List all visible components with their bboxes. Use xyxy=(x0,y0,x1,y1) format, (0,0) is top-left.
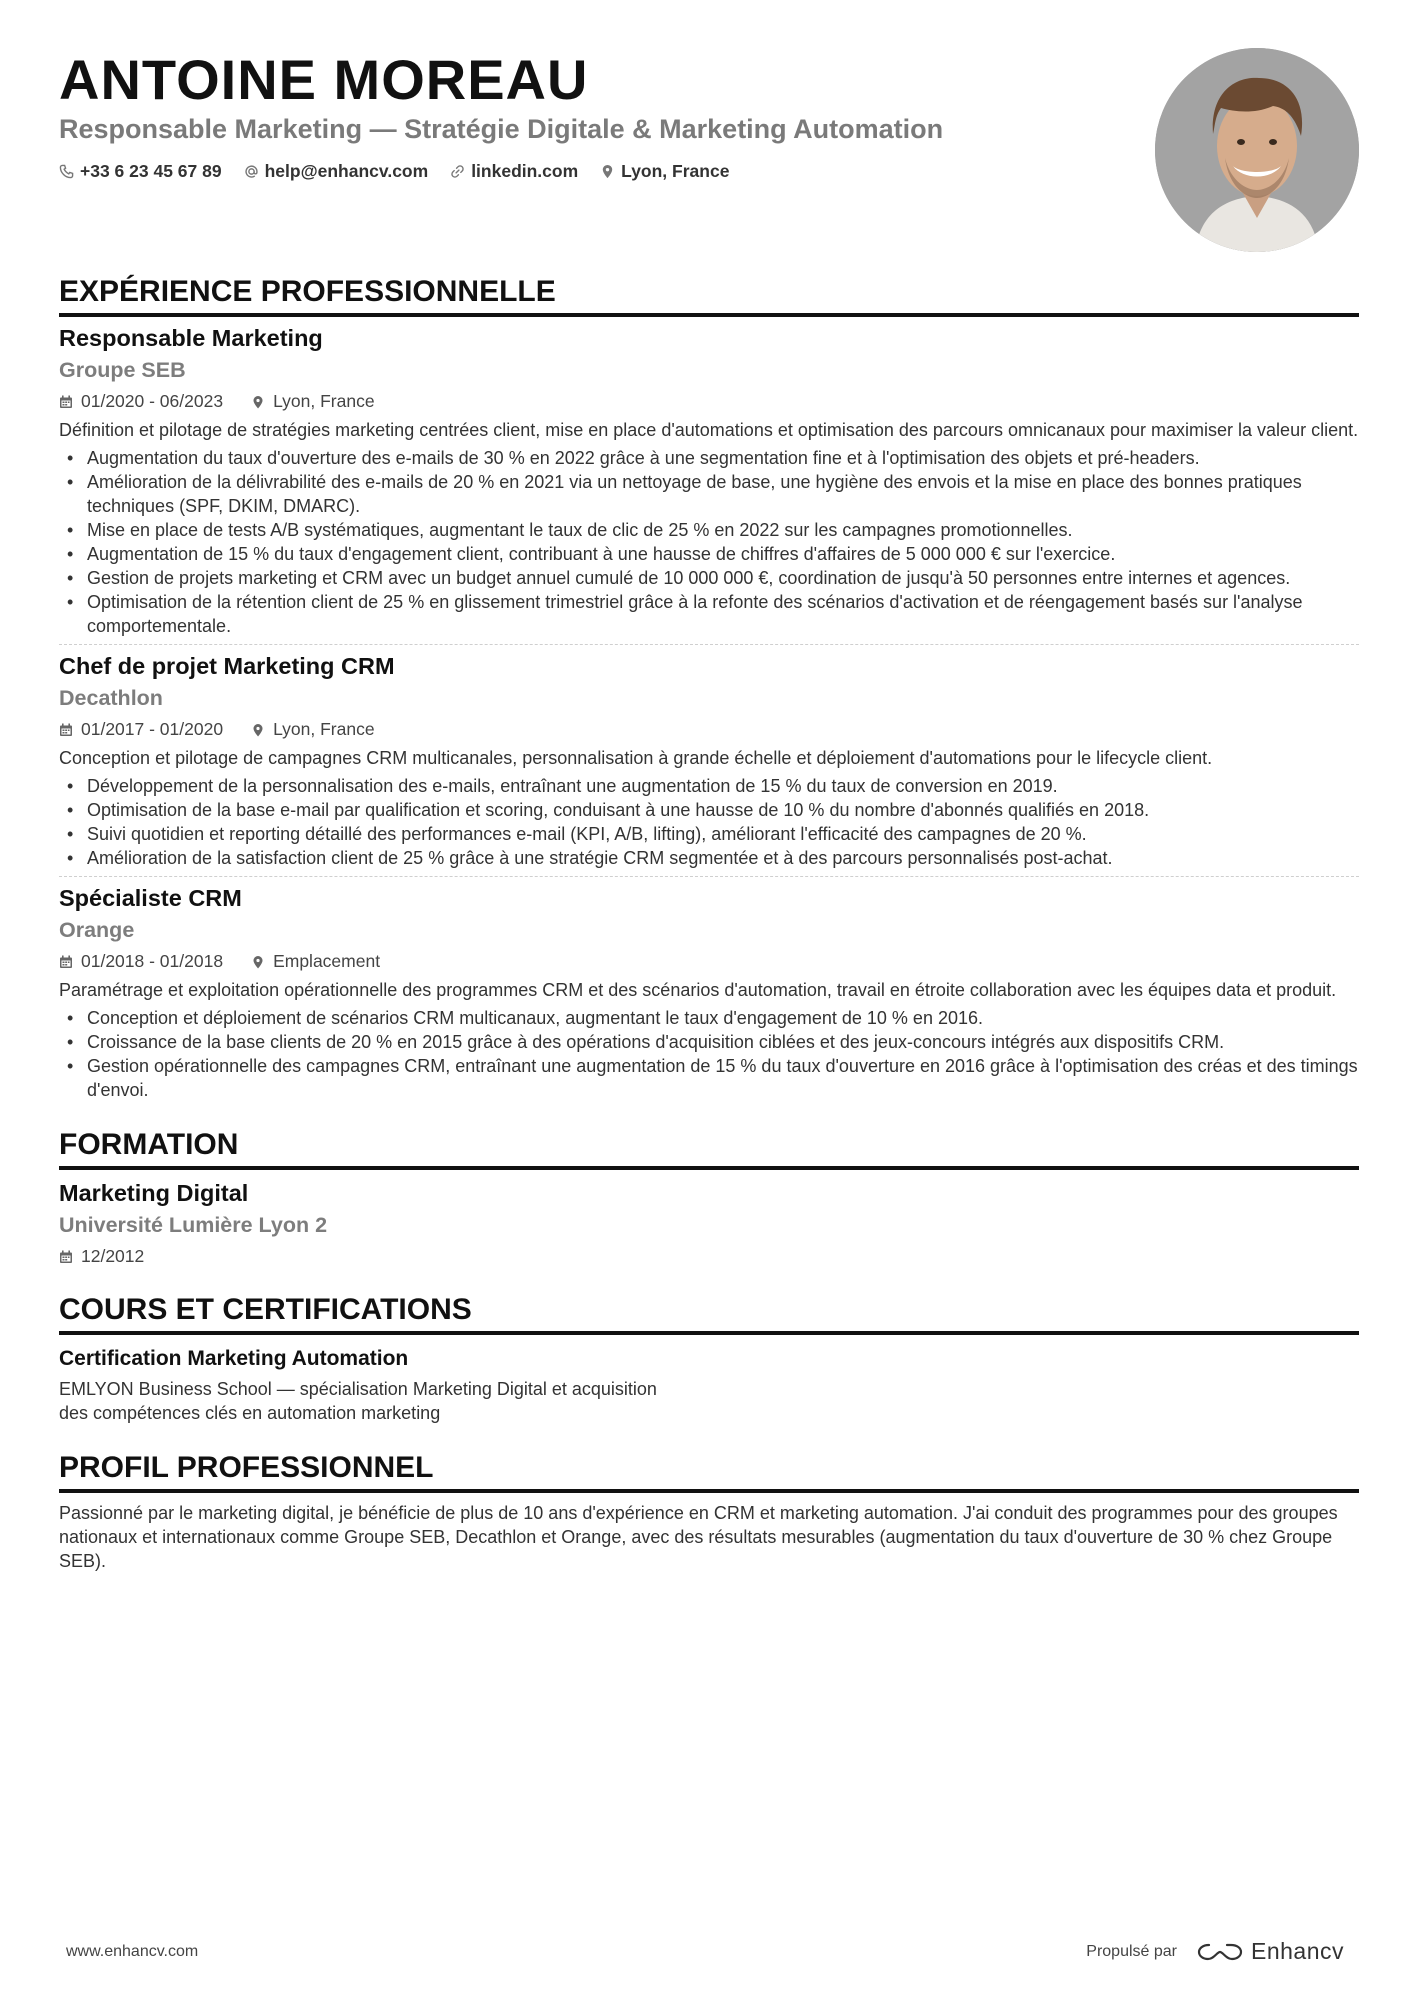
link-icon xyxy=(450,164,465,179)
degree-title: Marketing Digital xyxy=(59,1180,249,1206)
experience-item xyxy=(59,317,1359,645)
job-meta xyxy=(59,951,1359,972)
at-icon xyxy=(244,164,259,179)
company-name: Groupe SEB xyxy=(59,358,186,382)
section-title-education: FORMATION xyxy=(59,1128,1359,1170)
job-title: Spécialiste CRM xyxy=(59,885,242,911)
job-meta xyxy=(59,719,1359,740)
phone-text: +33 6 23 45 67 89 xyxy=(80,161,222,181)
map-pin-icon xyxy=(251,955,265,969)
job-location-text: Lyon, France xyxy=(273,719,375,739)
job-description: Conception et pilotage de campagnes CRM multicanales, personnalisation à grande échelle et déploiement d'automations pour le lifecycle client. xyxy=(59,748,1213,768)
section-title-experience: EXPÉRIENCE PROFESSIONNELLE xyxy=(59,275,1359,317)
job-title: Responsable Marketing xyxy=(59,325,323,351)
candidate-headline: Responsable Marketing — Stratégie Digitale & Marketing Automation xyxy=(59,114,944,144)
education-meta xyxy=(59,1246,1359,1267)
achievement-item: • Amélioration de la délivrabilité des e-mails de 20 % en 2021 via un nettoyage de base, une hygiène des envois et la mise en place des bonnes pratiques techniques (SPF, DKIM, DMARC). xyxy=(59,470,1359,518)
job-description: Définition et pilotage de stratégies marketing centrées client, mise en place d'automations et optimisation des parcours omnicanaux pour maximiser la valeur client. xyxy=(59,420,1359,440)
brand-name: Enhancv xyxy=(1250,1938,1344,1964)
education-date-text: 12/2012 xyxy=(81,1246,145,1266)
company-name: Decathlon xyxy=(59,686,163,710)
section-title-certifications: COURS ET CERTIFICATIONS xyxy=(59,1293,1359,1335)
map-pin-icon xyxy=(600,164,615,179)
job-dates-text: 01/2017 - 01/2020 xyxy=(81,719,224,739)
job-location xyxy=(251,719,375,740)
map-pin-icon xyxy=(251,723,265,737)
school-name: Université Lumière Lyon 2 xyxy=(59,1213,328,1237)
certification-description: EMLYON Business School — spécialisation Marketing Digital et acquisition des compétences clés en automation marketing xyxy=(59,1379,657,1423)
email-text: help@enhancv.com xyxy=(264,161,429,181)
profile-photo xyxy=(1155,48,1359,252)
job-location-text: Lyon, France xyxy=(273,391,375,411)
contact-location xyxy=(600,161,729,182)
contact-email[interactable] xyxy=(244,161,429,182)
achievement-item: • Augmentation du taux d'ouverture des e-mails de 30 % en 2022 grâce à une segmentation fine et à l'optimisation des objets et pré-headers. xyxy=(59,446,1359,470)
job-dates-text: 01/2018 - 01/2018 xyxy=(81,951,224,971)
achievement-item: • Amélioration de la satisfaction client de 25 % grâce à une stratégie CRM segmentée et à des parcours personnalisés post-achat. xyxy=(59,846,1359,870)
certification-title: Certification Marketing Automation xyxy=(59,1347,409,1370)
job-achievements xyxy=(59,446,1359,638)
achievement-item: • Conception et déploiement de scénarios CRM multicanaux, augmentant le taux d'engagement de 10 % en 2016. xyxy=(59,1006,1359,1030)
footer-branding xyxy=(1086,1938,1344,1965)
experience-item xyxy=(59,877,1359,1108)
calendar-icon xyxy=(59,395,73,409)
powered-by-label: Propulsé par xyxy=(1086,1942,1177,1960)
achievement-item: • Suivi quotidien et reporting détaillé des performances e-mail (KPI, A/B, lifting), améliorant l'efficacité des campagnes de 20 %. xyxy=(59,822,1359,846)
achievement-item: • Augmentation de 15 % du taux d'engagement client, contribuant à une hausse de chiffres d'affaires de 5 000 000 € sur l'exercice. xyxy=(59,542,1359,566)
page-footer xyxy=(66,1938,1344,1965)
candidate-name: ANTOINE MOREAU xyxy=(59,48,589,111)
education-date xyxy=(59,1246,144,1267)
job-location-text: Emplacement xyxy=(273,951,381,971)
linkedin-text: linkedin.com xyxy=(471,161,579,181)
certification-item xyxy=(59,1347,1359,1425)
job-dates xyxy=(59,951,223,972)
job-location xyxy=(251,391,375,412)
resume-page xyxy=(59,48,1359,1573)
footer-website-link[interactable]: www.enhancv.com xyxy=(66,1942,199,1960)
section-title-profile: PROFIL PROFESSIONNEL xyxy=(59,1451,1359,1493)
infinity-logo-icon xyxy=(1197,1941,1243,1963)
education-item xyxy=(59,1180,1359,1267)
job-achievements xyxy=(59,774,1359,870)
company-name: Orange xyxy=(59,918,135,942)
job-meta xyxy=(59,391,1359,412)
calendar-icon xyxy=(59,1250,73,1264)
job-description: Paramétrage et exploitation opérationnelle des programmes CRM et des scénarios d'automation, travail en étroite collaboration avec les équipes data et produit. xyxy=(59,980,1337,1000)
calendar-icon xyxy=(59,955,73,969)
job-location xyxy=(251,951,380,972)
map-pin-icon xyxy=(251,395,265,409)
location-text: Lyon, France xyxy=(621,161,730,181)
achievement-item: • Gestion de projets marketing et CRM avec un budget annuel cumulé de 10 000 000 €, coordination de jusqu'à 50 personnes entre internes et agences. xyxy=(59,566,1359,590)
achievement-item: • Mise en place de tests A/B systématiques, augmentant le taux de clic de 25 % en 2022 sur les campagnes promotionnelles. xyxy=(59,518,1359,542)
achievement-item: • Croissance de la base clients de 20 % en 2015 grâce à des opérations d'acquisition ciblées et des jeux-concours intégrés aux dispositifs CRM. xyxy=(59,1030,1359,1054)
resume-header xyxy=(59,48,1359,253)
job-dates-text: 01/2020 - 06/2023 xyxy=(81,391,224,411)
achievement-item: • Gestion opérationnelle des campagnes CRM, entraînant une augmentation de 15 % du taux d'ouverture en 2016 grâce à l'optimisation des créas et des timings d'envoi. xyxy=(59,1054,1359,1102)
calendar-icon xyxy=(59,723,73,737)
contact-phone[interactable] xyxy=(59,161,222,182)
experience-item xyxy=(59,645,1359,877)
achievement-item: • Optimisation de la base e-mail par qualification et scoring, conduisant à une hausse de 10 % du nombre d'abonnés qualifiés en 2018. xyxy=(59,798,1359,822)
achievement-item: • Optimisation de la rétention client de 25 % en glissement trimestriel grâce à la refonte des scénarios d'activation et de réengagement basés sur l'analyse comportementale. xyxy=(59,590,1359,638)
contact-linkedin[interactable] xyxy=(450,161,578,182)
phone-icon xyxy=(59,164,74,179)
achievement-item: • Développement de la personnalisation des e-mails, entraînant une augmentation de 15 % du taux de conversion en 2019. xyxy=(59,774,1359,798)
job-dates xyxy=(59,719,223,740)
job-title: Chef de projet Marketing CRM xyxy=(59,653,395,679)
job-dates xyxy=(59,391,223,412)
profile-summary: Passionné par le marketing digital, je bénéficie de plus de 10 ans d'expérience en CRM et marketing automation. J'ai conduit des programmes pour des groupes nationaux et internationaux comme Groupe SEB, Decathlon et Orange, avec des résultats mesurables (augmentation du taux d'ouverture de 30 % chez Groupe SEB). xyxy=(59,1503,1338,1571)
job-achievements xyxy=(59,1006,1359,1102)
enhancv-logo[interactable] xyxy=(1197,1938,1344,1965)
